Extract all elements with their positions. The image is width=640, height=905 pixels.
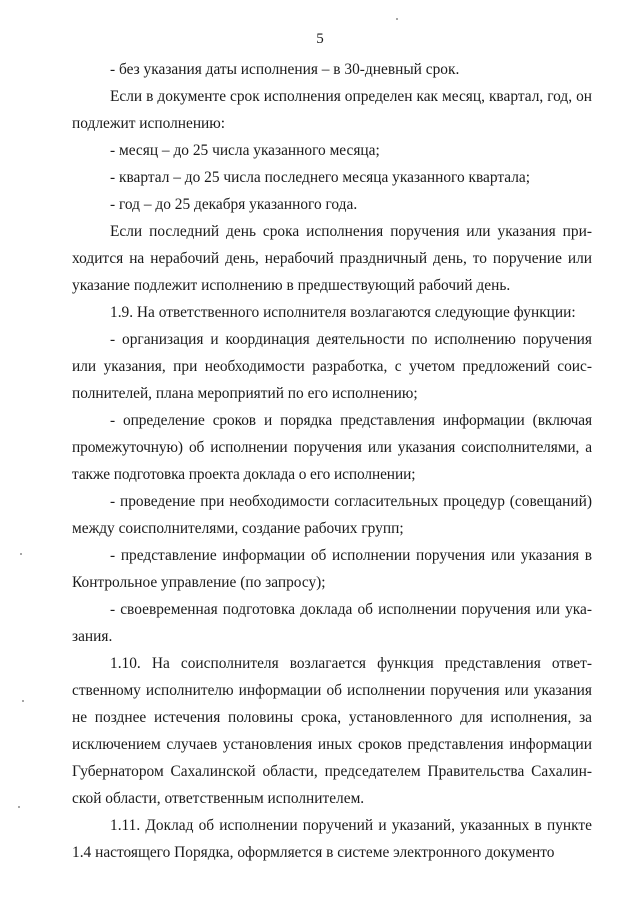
scan-speck xyxy=(18,806,20,808)
paragraph-deadline-30-days: - без указания даты исполнения – в 30-дневный срок. xyxy=(110,61,460,78)
scan-speck xyxy=(22,700,24,702)
document-body xyxy=(72,56,592,866)
paragraph-info-terms: - определение сроков и порядка представления информации (включая промежуточную) об исполнении поручения или указания соисполнителями, а также подготовка проекта доклада о его исполнении; xyxy=(72,412,592,483)
paragraph-report-preparation: - своевременная подготовка доклада об исполнении поручения или указания. xyxy=(72,601,592,645)
paragraph-section-1-11: 1.11. Доклад об исполнении поручений и указаний, указанных в пункте 1.4 настоящего Порядка, оформляется в системе электронного документо xyxy=(72,817,592,861)
paragraph-quarter: - квартал – до 25 числа последнего месяца указанного квартала; xyxy=(110,169,531,186)
paragraph-year: - год – до 25 декабря указанного года. xyxy=(110,196,358,213)
scan-speck xyxy=(396,18,398,20)
paragraph-info-control: - представление информации об исполнении поручения или указания в Контрольное управление (по запросу); xyxy=(72,547,592,591)
paragraph-nonworking-day: Если последний день срока исполнения поручения или указания приходится на нерабочий день, нерабочий праздничный день, то поручение или указание подлежит исполнению в предшествующий рабочий день. xyxy=(72,223,592,294)
paragraph-coordination: - организация и координация деятельности по исполнению поручения или указания, при необходимости разработка, с учетом предложений соисполнителей, плана мероприятий по его исполнению; xyxy=(72,331,592,402)
paragraph-month: - месяц – до 25 числа указанного месяца; xyxy=(110,142,380,159)
page-number: 5 xyxy=(316,31,324,47)
paragraph-conciliation: - проведение при необходимости согласительных процедур (совещаний) между соисполнителями, создание рабочих групп; xyxy=(72,493,592,537)
paragraph-section-1-9: 1.9. На ответственного исполнителя возлагаются следующие функции: xyxy=(110,304,576,321)
paragraph-period-deadline: Если в документе срок исполнения определен как месяц, квартал, год, он подлежит исполнению: xyxy=(72,88,592,132)
paragraph-section-1-10: 1.10. На соисполнителя возлагается функция представления ответственному исполнителю информации об исполнении поручения или указания не позднее истечения половины срока, установленного для исполнения, за исключением случаев установления иных сроков представления информации Губернатором Сахалинской области, председателем Правительства Сахалинской области, ответственным исполнителем. xyxy=(72,655,592,807)
scan-speck xyxy=(20,553,22,555)
